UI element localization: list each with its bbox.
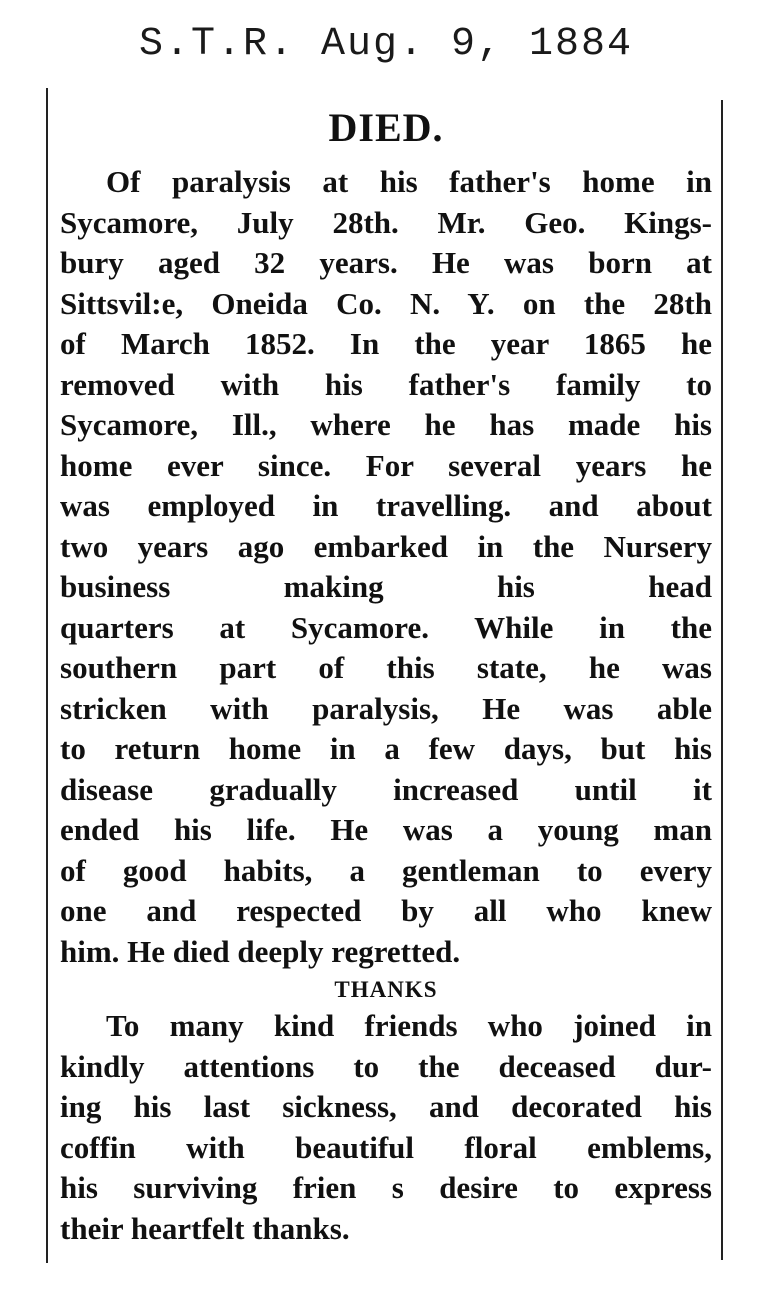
thanks-text: [60, 1006, 712, 1249]
obituary-line: disease gradually increased until it: [60, 771, 712, 807]
obituary-line: home ever since. For several years he: [60, 447, 712, 483]
obituary-line: Sycamore, July 28th. Mr. Geo. Kings-: [60, 204, 712, 240]
thanks-line: his surviving frien s desire to express: [60, 1170, 712, 1205]
right-column-rule: [721, 100, 723, 1260]
thanks-line: their heartfelt thanks.: [60, 1210, 350, 1246]
obituary-line: Sycamore, Ill., where he has made his: [60, 407, 712, 442]
obituary-line: two years ago embarked in the Nursery: [60, 528, 712, 564]
newspaper-clipping: [60, 100, 712, 1249]
obituary-line: business making his head: [60, 569, 712, 604]
obituary-line: Of paralysis at his father's home in: [106, 164, 712, 199]
obituary-line: to return home in a few days, but his: [60, 731, 712, 766]
obituary-line: was employed in travelling. and about: [60, 488, 712, 523]
obituary-line: of March 1852. In the year 1865 he: [60, 326, 712, 361]
obituary-line: ended his life. He was a young man: [60, 812, 712, 847]
obituary-line: Sittsvil:e, Oneida Co. N. Y. on the 28th: [60, 285, 712, 321]
thanks-heading: THANKS: [334, 977, 438, 1002]
obituary-headline: DIED.: [328, 105, 444, 150]
obituary-line: of good habits, a gentleman to every: [60, 852, 712, 888]
thanks-line: ing his last sickness, and decorated his: [60, 1089, 712, 1124]
obituary-line: southern part of this state, he was: [60, 650, 712, 685]
obituary-text: [60, 162, 712, 972]
obituary-line: stricken with paralysis, He was able: [60, 690, 712, 726]
thanks-line: kindly attentions to the deceased dur-: [60, 1048, 712, 1084]
left-column-rule: [46, 88, 48, 1263]
obituary-line: bury aged 32 years. He was born at: [60, 245, 712, 280]
obituary-line: removed with his father's family to: [60, 366, 712, 402]
thanks-line: coffin with beautiful floral emblems,: [60, 1129, 712, 1165]
obituary-line: quarters at Sycamore. While in the: [60, 609, 712, 645]
obituary-line: one and respected by all who knew: [60, 893, 712, 928]
thanks-line: To many kind friends who joined in: [106, 1008, 712, 1043]
obituary-line: him. He died deeply regretted.: [60, 933, 461, 969]
clipping-source-date: S.T.R. Aug. 9, 1884: [138, 22, 634, 67]
